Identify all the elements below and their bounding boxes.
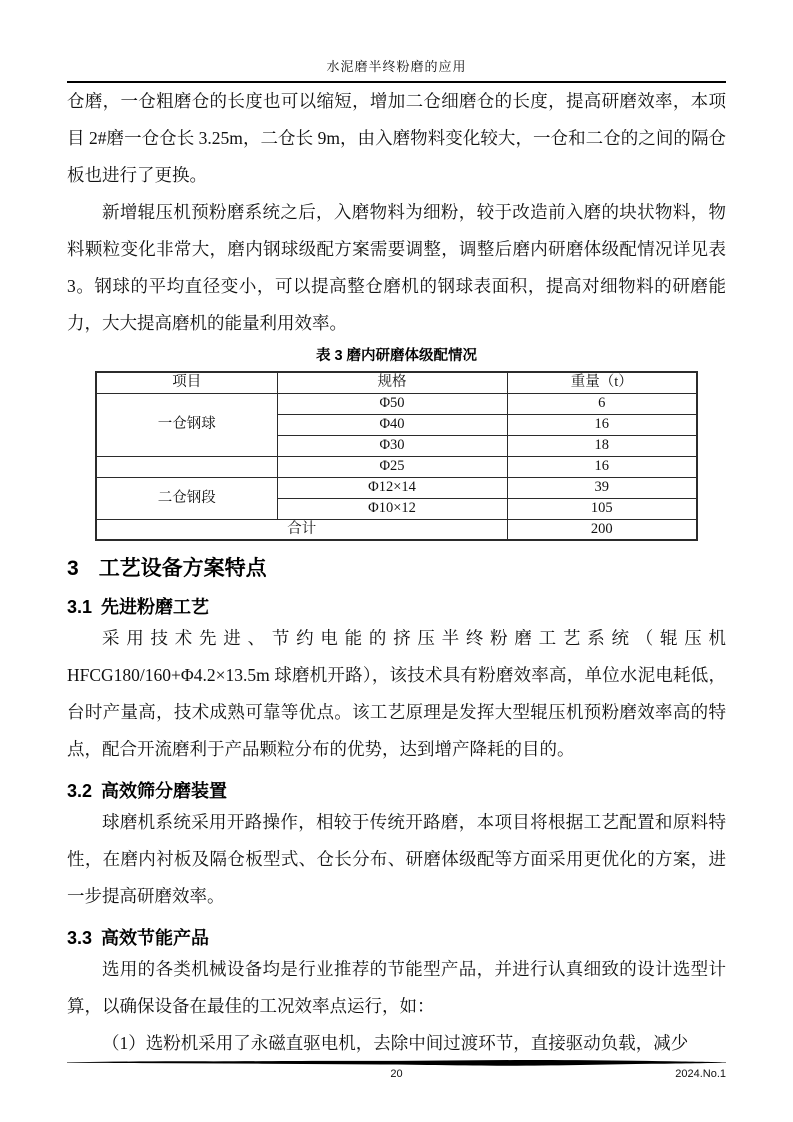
section-title: 高效筛分磨装置 bbox=[101, 781, 228, 801]
cell-total-weight: 200 bbox=[507, 519, 697, 540]
cell-weight: 39 bbox=[507, 477, 697, 498]
cell-weight: 105 bbox=[507, 498, 697, 519]
section-heading-3-2 bbox=[67, 778, 726, 804]
cell-spec: Φ30 bbox=[277, 435, 507, 456]
cell-weight: 6 bbox=[507, 393, 697, 414]
col-header-weight: 重量（t） bbox=[507, 372, 697, 393]
cell-spec: Φ25 bbox=[277, 456, 507, 477]
cell-item-chamber1: 一仓钢球 bbox=[96, 393, 277, 456]
running-head-title: 水泥磨半终粉磨的应用 bbox=[326, 59, 467, 74]
table-row bbox=[96, 456, 697, 477]
table-row bbox=[96, 477, 697, 498]
section-heading-3-3 bbox=[67, 925, 726, 951]
col-header-spec: 规格 bbox=[277, 372, 507, 393]
table-total-row bbox=[96, 519, 697, 540]
paragraph-3-2: 球磨机系统采用开路操作，相较于传统开路磨，本项目将根据工艺配置和原料特性，在磨内衬板及隔仓板型式、仓长分布、研磨体级配等方面采用更优化的方案，进一步提高研磨效率。 bbox=[67, 812, 726, 906]
cell-item-empty bbox=[96, 456, 277, 477]
paragraph-3-3: 选用的各类机械设备均是行业推荐的节能型产品，并进行认真细致的设计选型计算，以确保设备在最佳的工况效率点运行，如： bbox=[67, 959, 726, 1016]
paragraph-media-adjustment: 新增辊压机预粉磨系统之后，入磨物料为细粉，较于改造前入磨的块状物料，物料颗粒变化非常大，磨内钢球级配方案需要调整，调整后磨内研磨体级配情况详见表 3。钢球的平均直径变小，可以提高整仓磨机的钢球表面积，提高对细物料的研磨能力，大大提高磨机的能量利用效率。 bbox=[67, 202, 726, 333]
cell-spec: Φ50 bbox=[277, 393, 507, 414]
paragraph-3-3-item-1: （1）选粉机采用了永磁直驱电机，去除中间过渡环节，直接驱动负载，减少 bbox=[102, 1033, 689, 1053]
cell-weight: 16 bbox=[507, 456, 697, 477]
paragraph-3-1: 采用技术先进、节约电能的挤压半终粉磨工艺系统（辊压机 HFCG180/160+Φ4.2×13.5m 球磨机开路），该技术具有粉磨效率高，单位水泥电耗低，台时产量高，技术成熟可靠等优点。该工艺原理是发挥大型辊压机预粉磨效率高的特点，配合开流磨利于产品颗粒分布的优势，达到增产降耗的目的。 bbox=[67, 628, 726, 759]
footer-meta bbox=[67, 1068, 726, 1084]
section-heading-3 bbox=[67, 554, 726, 584]
section-heading-3-1 bbox=[67, 594, 726, 620]
cell-weight: 16 bbox=[507, 414, 697, 435]
cell-item-chamber2: 二仓钢段 bbox=[96, 477, 277, 519]
footer-decorative-rule bbox=[67, 1059, 726, 1067]
page-footer bbox=[67, 1059, 726, 1084]
section-number: 3.1 bbox=[67, 597, 93, 617]
table-caption: 表 3 磨内研磨体级配情况 bbox=[315, 348, 478, 364]
section-number: 3.2 bbox=[67, 781, 93, 801]
section-title: 先进粉磨工艺 bbox=[101, 597, 210, 617]
paragraph-continuation: 仓磨，一仓粗磨仓的长度也可以缩短，增加二仓细磨仓的长度，提高研磨效率，本项目 2#磨一仓仓长 3.25m，二仓长 9m，由入磨物料变化较大，一仓和二仓的之间的隔仓板也进行了更换。 bbox=[67, 91, 726, 185]
journal-issue-label: 2024.No.1 bbox=[675, 1068, 726, 1080]
cell-spec: Φ10×12 bbox=[277, 498, 507, 519]
grinding-media-gradation-table bbox=[95, 371, 698, 541]
col-header-item: 项目 bbox=[96, 372, 277, 393]
cell-total-label: 合计 bbox=[96, 519, 507, 540]
table-header-row bbox=[96, 372, 697, 393]
cell-spec: Φ40 bbox=[277, 414, 507, 435]
section-number: 3.3 bbox=[67, 928, 93, 948]
running-head bbox=[67, 0, 726, 83]
table-row bbox=[96, 393, 697, 414]
cell-weight: 18 bbox=[507, 435, 697, 456]
section-title: 工艺设备方案特点 bbox=[98, 557, 267, 580]
section-title: 高效节能产品 bbox=[101, 928, 210, 948]
section-number: 3 bbox=[67, 557, 79, 580]
page-number: 20 bbox=[390, 1068, 403, 1080]
cell-spec: Φ12×14 bbox=[277, 477, 507, 498]
